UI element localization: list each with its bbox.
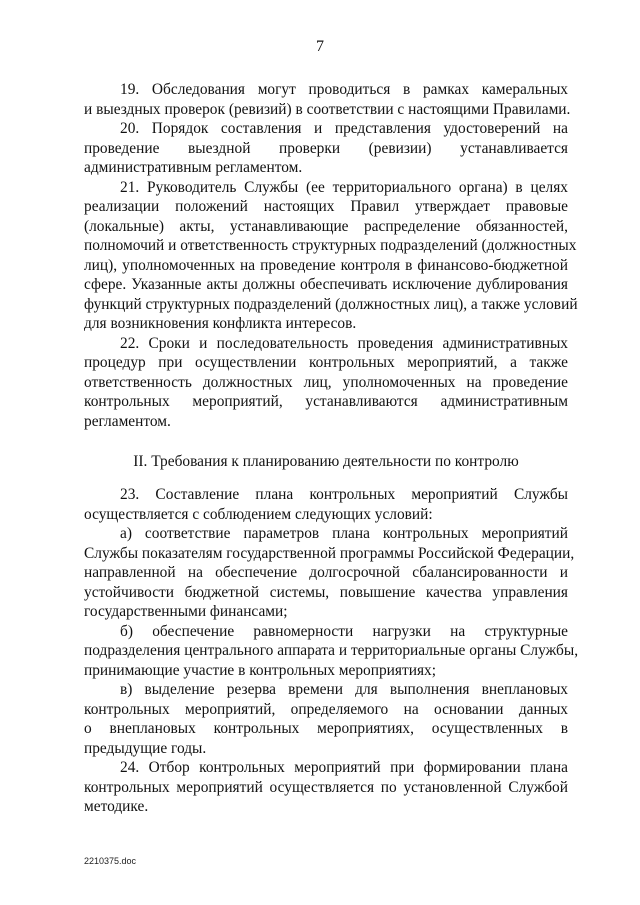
text-line: проведение выездной проверки (ревизии) устанавливается xyxy=(84,139,568,157)
text-line: предыдущие годы. xyxy=(84,739,207,757)
text-line: контрольных мероприятий осуществляется по установленной Службой xyxy=(84,778,568,796)
text-line: 20. Порядок составления и представления удостоверений на xyxy=(120,120,568,137)
text-line: реализации положений настоящих Правил утверждает правовые xyxy=(84,198,568,215)
paragraph-p22 xyxy=(84,334,568,432)
text-line: административным регламентом. xyxy=(84,159,303,176)
text-line: государственными финансами; xyxy=(84,603,288,620)
text-line: б) обеспечение равномерности нагрузки на структурные xyxy=(120,622,568,640)
text-line: ответственность должностных лиц, уполномоченных на проведение xyxy=(84,373,568,391)
text-line: направленной на обеспечение долгосрочной сбалансированности и xyxy=(84,564,568,581)
text-line: осуществляется с соблюдением следующих условий: xyxy=(84,505,433,523)
section-heading: II. Требования к планированию деятельности по контролю xyxy=(133,453,519,470)
paragraph-p23 xyxy=(84,485,568,524)
page-number: 7 xyxy=(316,38,324,55)
text-line: 21. Руководитель Службы (ее территориального органа) в целях xyxy=(120,178,568,196)
text-line: 19. Обследования могут проводиться в рамках камеральных xyxy=(120,81,568,98)
text-line: а) соответствие параметров плана контрольных мероприятий xyxy=(120,525,568,542)
paragraphs-top xyxy=(84,80,578,431)
text-line: принимающие участие в контрольных мероприятиях; xyxy=(84,661,436,679)
text-line: устойчивости бюджетной системы, повышение качества управления xyxy=(84,583,568,601)
text-line: полномочий и ответственность структурных подразделений (должностных xyxy=(84,237,577,254)
text-line: методике. xyxy=(84,798,149,815)
text-line: подразделения центрального аппарата и территориальные органы Службы, xyxy=(84,642,579,659)
text-line: 24. Отбор контрольных мероприятий при формировании плана xyxy=(120,759,568,776)
text-line: контрольных мероприятий, определяемого на основании данных xyxy=(84,700,568,718)
text-line: и выездных проверок (ревизий) в соответствии с настоящими Правилами. xyxy=(84,100,571,118)
text-line: Службы показателям государственной программы Российской Федерации, xyxy=(84,544,575,562)
text-line: в) выделение резерва времени для выполнения внеплановых xyxy=(120,681,568,698)
text-line: для возникновения конфликта интересов. xyxy=(84,315,357,332)
paragraphs-bottom xyxy=(84,485,579,817)
paragraph-p19 xyxy=(84,80,571,119)
paragraph-p24 xyxy=(84,758,568,817)
footer-filename: 2210375.doc xyxy=(84,856,137,866)
paragraph-p23c xyxy=(84,680,568,758)
text-line: процедур при осуществлении контрольных мероприятий, а также xyxy=(84,354,568,371)
text-line: функций структурных подразделений (должностных лиц), а также условий xyxy=(84,295,578,313)
text-line: лиц), уполномоченных на проведение контроля в финансово-бюджетной xyxy=(84,256,568,274)
text-line: регламентом. xyxy=(84,412,171,430)
text-line: 22. Сроки и последовательность проведения административных xyxy=(120,334,568,352)
text-line: о внеплановых контрольных мероприятиях, осуществленных в xyxy=(84,720,568,737)
text-line: (локальные) акты, устанавливающие распределение обязанностей, xyxy=(84,217,568,235)
text-line: контрольных мероприятий, устанавливаются административным xyxy=(84,393,568,410)
text-line: сфере. Указанные акты должны обеспечивать исключение дублирования xyxy=(84,276,568,293)
paragraph-p20 xyxy=(84,119,568,178)
text-line: 23. Составление плана контрольных мероприятий Службы xyxy=(120,486,568,503)
paragraph-p23b xyxy=(84,622,579,681)
paragraph-p21 xyxy=(84,178,578,334)
paragraph-p23a xyxy=(84,524,575,622)
